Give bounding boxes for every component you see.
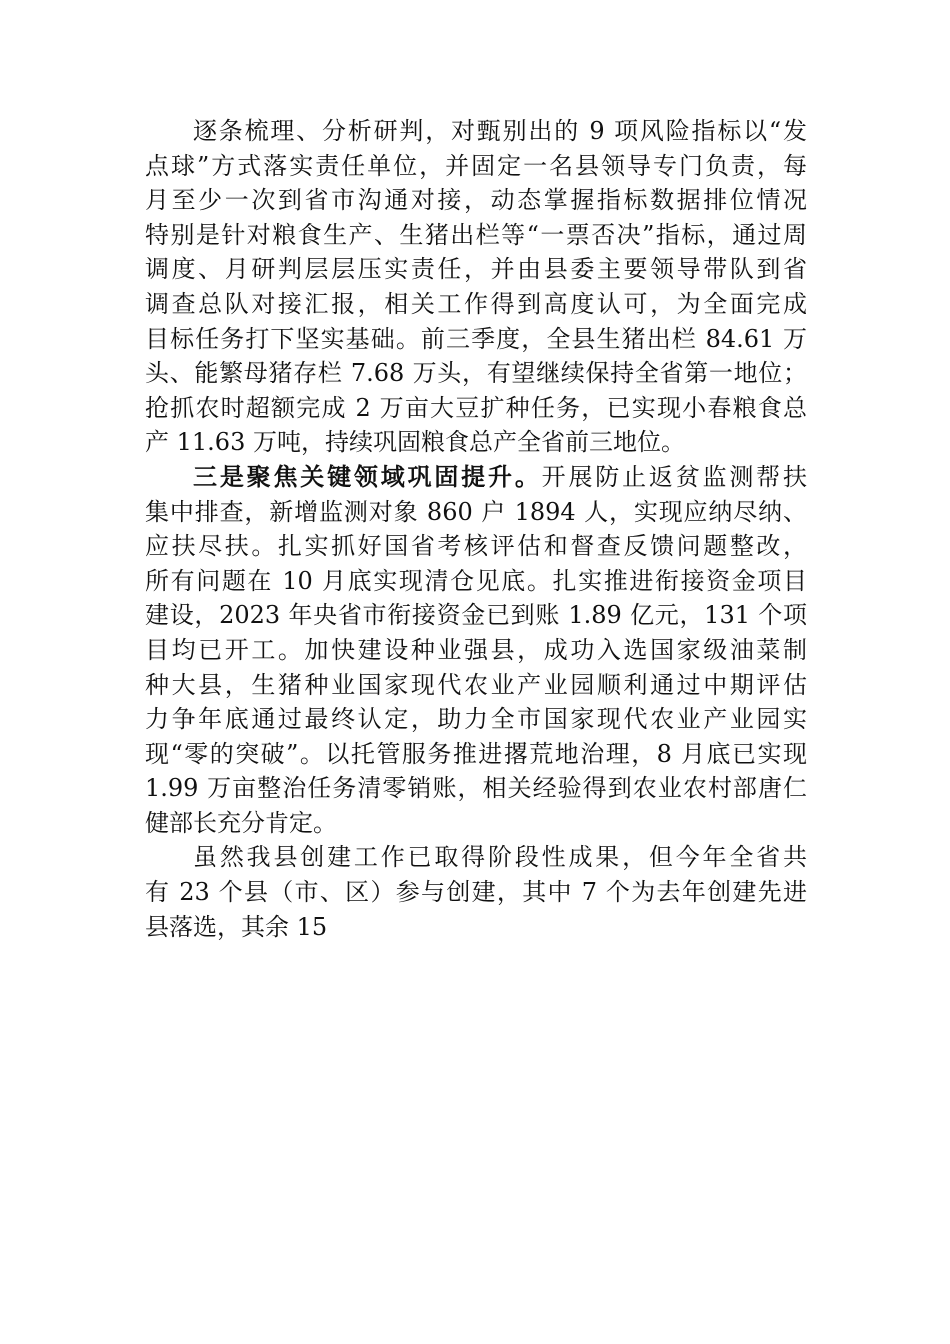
text-line: 头、能繁母猪存栏 7.68 万头，有望继续保持全省第一地位； [145, 359, 807, 388]
text-line: 县落选，其余 15 [145, 912, 328, 941]
text-line: 有 23 个县（市、区）参与创建，其中 7 个为去年创建先进 [145, 878, 807, 907]
text-line: 逐条梳理、分析研判，对甄别出的 9 项风险指标以“发 [193, 117, 807, 145]
text-line: 现“零的突破”。以托管服务推进撂荒地治理，8 月底已实现 [145, 739, 807, 768]
text-line: 目标任务打下坚实基础。前三季度，全县生猪出栏 84.61 万 [145, 324, 807, 353]
text-line: 点球”方式落实责任单位，并固定一名县领导专门负责，每 [145, 151, 807, 180]
text-line: 应扶尽扶。扎实抓好国省考核评估和督查反馈问题整改， [145, 532, 807, 561]
document-body [145, 114, 807, 944]
text-line: 调度、月研判层层压实责任，并由县委主要领导带队到省 [145, 255, 807, 284]
text-line: 月至少一次到省市沟通对接，动态掌握指标数据排位情况 [145, 186, 807, 215]
text-line: 调查总队对接汇报，相关工作得到高度认可，为全面完成 [145, 289, 807, 318]
text-line [145, 460, 807, 495]
text-line: 目均已开工。加快建设种业强县，成功入选国家级油菜制 [145, 635, 807, 664]
text-line: 1.99 万亩整治任务清零销账，相关经验得到农业农村部唐仁 [145, 774, 807, 803]
text-line: 抢抓农时超额完成 2 万亩大豆扩种任务，已实现小春粮食总 [145, 393, 807, 422]
text-line: 种大县，生猪种业国家现代农业产业园顺利通过中期评估 [145, 670, 807, 699]
paragraph-risk-indicators [145, 114, 807, 460]
paragraph-key-areas [145, 460, 807, 841]
text-line: 建设，2023 年央省市衔接资金已到账 1.89 亿元，131 个项 [145, 601, 807, 630]
text-line: 特别是针对粮食生产、生猪出栏等“一票否决”指标，通过周 [145, 220, 807, 249]
text-line: 力争年底通过最终认定，助力全市国家现代农业产业园实 [145, 705, 807, 734]
text-line: 产 11.63 万吨，持续巩固粮食总产全省前三地位。 [145, 428, 685, 457]
paragraph-challenges [145, 840, 807, 944]
text-fragment: 开展防止返贫监测帮扶 [541, 462, 808, 491]
text-line: 健部长充分肯定。 [145, 808, 337, 837]
text-line: 虽然我县创建工作已取得阶段性成果，但今年全省共 [193, 843, 807, 872]
paragraph-heading: 三是聚焦关键领域巩固提升。 [193, 462, 542, 491]
text-line: 集中排查，新增监测对象 860 户 1894 人，实现应纳尽纳、 [145, 497, 807, 526]
text-line: 所有问题在 10 月底实现清仓见底。扎实推进衔接资金项目 [145, 566, 807, 595]
